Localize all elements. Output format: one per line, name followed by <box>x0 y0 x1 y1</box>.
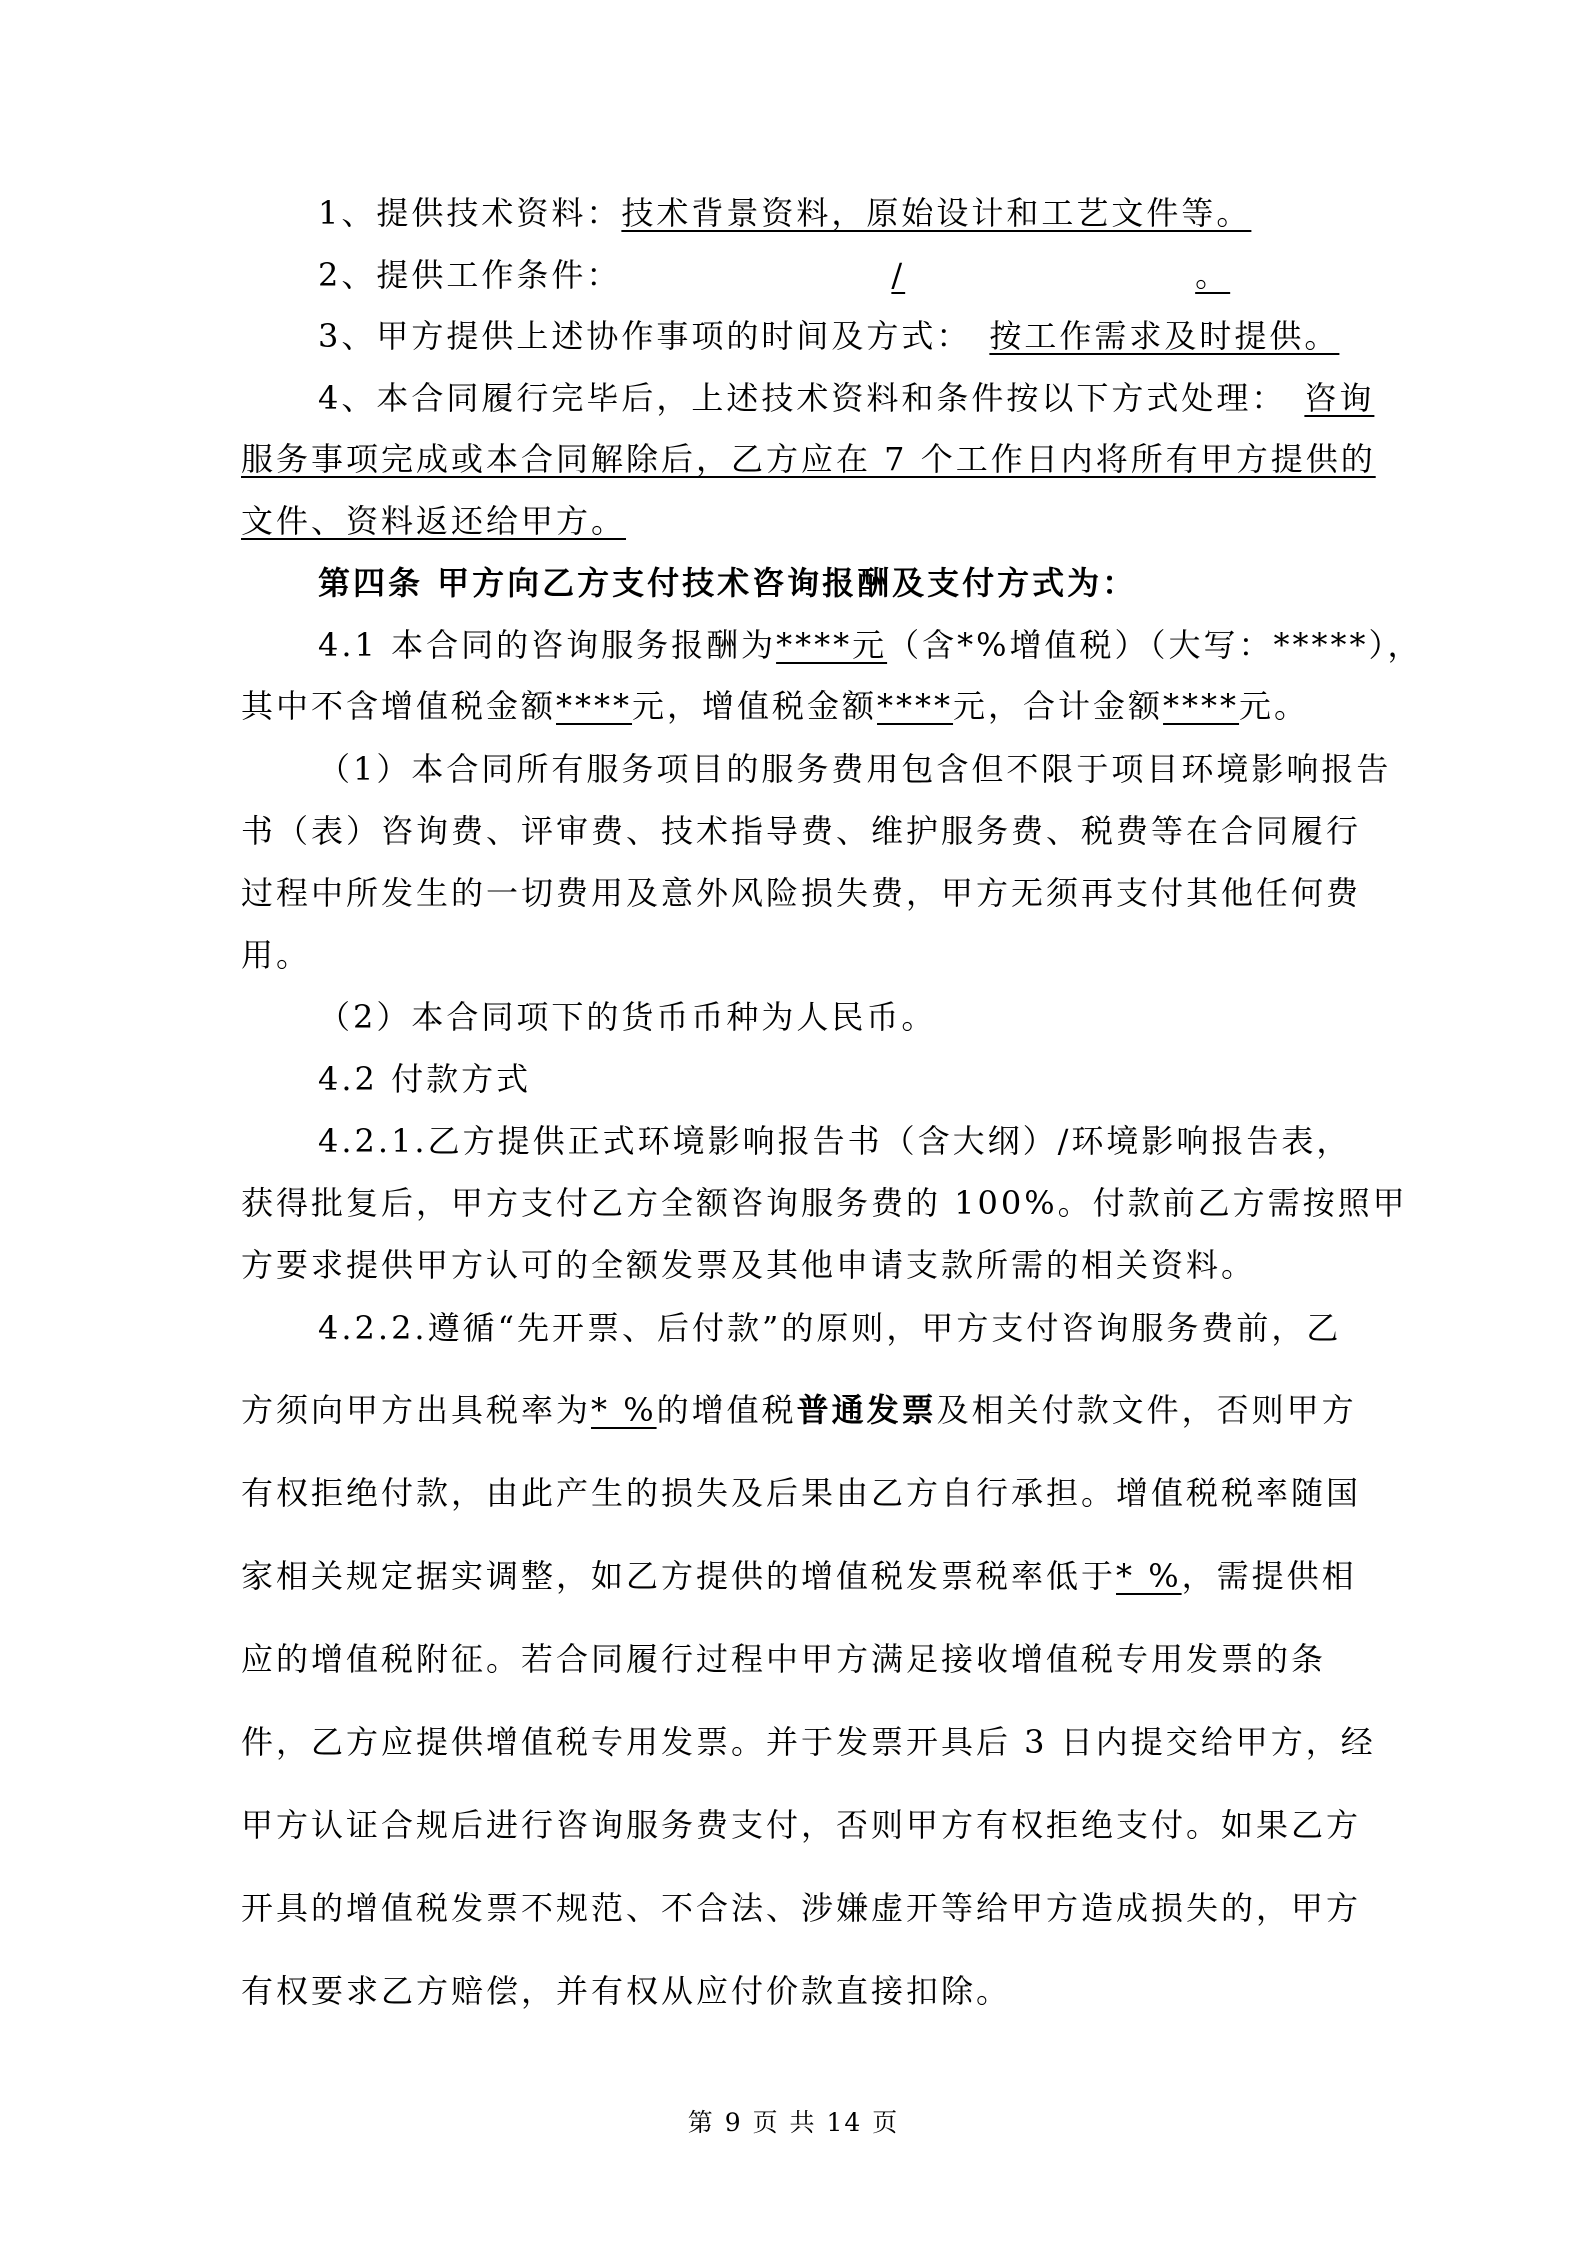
item-2-period: 。 <box>1195 256 1231 294</box>
item-4-line-1 <box>318 378 1433 418</box>
clause-4-2-2-line-7: 甲方认证合规后进行咨询服务费支付，否则甲方有权拒绝支付。如果乙方 <box>241 1806 1362 1844</box>
clause-4-2-title: 4.2 付款方式 <box>318 1060 532 1098</box>
clause-4-1-d: 元，增值税金额 <box>632 687 878 725</box>
note-1-line-1: （1）本合同所有服务项目的服务费用包含但不限于项目环境影响报告 <box>318 750 1392 788</box>
tax-rate-2: * % <box>1116 1557 1182 1595</box>
note-2: （2）本合同项下的货币币种为人民币。 <box>318 998 937 1036</box>
note-1-line-2: 书（表）咨询费、评审费、技术指导费、维护服务费、税费等在合同履行 <box>241 812 1362 850</box>
clause-4-2-1-line-1: 4.2.1.乙方提供正式环境影响报告书（含大纲）/环境影响报告表， <box>318 1122 1352 1160</box>
clause-4-1-line-1 <box>318 625 1433 665</box>
clause-4-2-2-l4a: 家相关规定据实调整，如乙方提供的增值税发票税率低于 <box>241 1557 1117 1595</box>
item-3 <box>318 316 1433 356</box>
clause-4-2-2-line-2 <box>241 1390 1356 1430</box>
item-1 <box>318 193 1433 233</box>
clause-4-1-f: 元。 <box>1239 687 1310 725</box>
item-3-value: 按工作需求及时提供。 <box>989 317 1340 355</box>
clause-4-2-2-l2a: 方须向甲方出具税率为 <box>241 1391 592 1429</box>
clause-4-2-2-l4b: ，需提供相 <box>1181 1557 1357 1595</box>
clause-4-2-2-line-4 <box>241 1556 1356 1596</box>
item-2-value: / <box>891 256 906 294</box>
tax-amount: **** <box>877 687 954 725</box>
clause-4-1-c: 其中不含增值税金额 <box>241 687 557 725</box>
clause-4-2-1-line-2: 获得批复后，甲方支付乙方全额咨询服务费的 100%。付款前乙方需按照甲 <box>241 1184 1408 1222</box>
item-4-value-2: 服务事项完成或本合同解除后，乙方应在 7 个工作日内将所有甲方提供的 <box>241 440 1376 478</box>
clause-4-2-2-line-8: 开具的增值税发票不规范、不合法、涉嫌虚开等给甲方造成损失的，甲方 <box>241 1889 1362 1927</box>
clause-4-2-2-line-5: 应的增值税附征。若合同履行过程中甲方满足接收增值税专用发票的条 <box>241 1640 1327 1678</box>
item-4-value-1: 咨询 <box>1304 379 1375 417</box>
item-1-label: 1、提供技术资料： <box>318 194 622 232</box>
item-1-value: 技术背景资料，原始设计和工艺文件等。 <box>621 194 1252 232</box>
clause-4-2-2-l2c: 及相关付款文件，否则甲方 <box>936 1391 1357 1429</box>
note-1-line-3: 过程中所发生的一切费用及意外风险损失费，甲方无须再支付其他任何费 <box>241 874 1362 912</box>
invoice-type: 普通发票 <box>796 1391 937 1429</box>
clause-4-2-2-line-1: 4.2.2.遵循“先开票、后付款”的原则，甲方支付咨询服务费前，乙 <box>318 1309 1342 1347</box>
clause-4-2-2-line-9: 有权要求乙方赔偿，并有权从应付价款直接扣除。 <box>241 1972 1012 2010</box>
clause-4-1-e: 元，合计金额 <box>953 687 1164 725</box>
fee-amount: ****元 <box>776 626 888 664</box>
clause-4-2-2-line-6: 件，乙方应提供增值税专用发票。并于发票开具后 3 日内提交给甲方，经 <box>241 1723 1376 1761</box>
item-3-label: 3、甲方提供上述协作事项的时间及方式： <box>318 317 972 355</box>
total-amount: **** <box>1163 687 1240 725</box>
amount-excl-tax: **** <box>556 687 633 725</box>
item-2-label: 2、提供工作条件： <box>318 256 622 294</box>
item-4-value-3: 文件、资料返还给甲方。 <box>241 502 627 540</box>
item-4-line-2 <box>241 439 1376 479</box>
clause-4-2-2-l2b: 的增值税 <box>656 1391 797 1429</box>
tax-rate: * % <box>591 1391 657 1429</box>
item-4-label: 4、本合同履行完毕后，上述技术资料和条件按以下方式处理： <box>318 379 1287 417</box>
clause-4-1-tax: （含*%增值税）（大写：*****）， <box>887 626 1423 664</box>
clause-4-1-line-2 <box>241 686 1356 726</box>
clause-4-2-2-line-3: 有权拒绝付款，由此产生的损失及后果由乙方自行承担。增值税税率随国 <box>241 1474 1362 1512</box>
page-number: 第 9 页 共 14 页 <box>687 2108 900 2137</box>
clause-4-1-text: 4.1 本合同的咨询服务报酬为 <box>318 626 777 664</box>
note-1-line-4: 用。 <box>241 936 312 974</box>
item-4-line-3 <box>241 501 1356 541</box>
clause-4-2-1-line-3: 方要求提供甲方认可的全额发票及其他申请支款所需的相关资料。 <box>241 1246 1257 1284</box>
article-4-heading: 第四条 甲方向乙方支付技术咨询报酬及支付方式为： <box>318 564 1138 602</box>
item-2-blank <box>621 255 1231 295</box>
item-2 <box>318 255 1433 295</box>
